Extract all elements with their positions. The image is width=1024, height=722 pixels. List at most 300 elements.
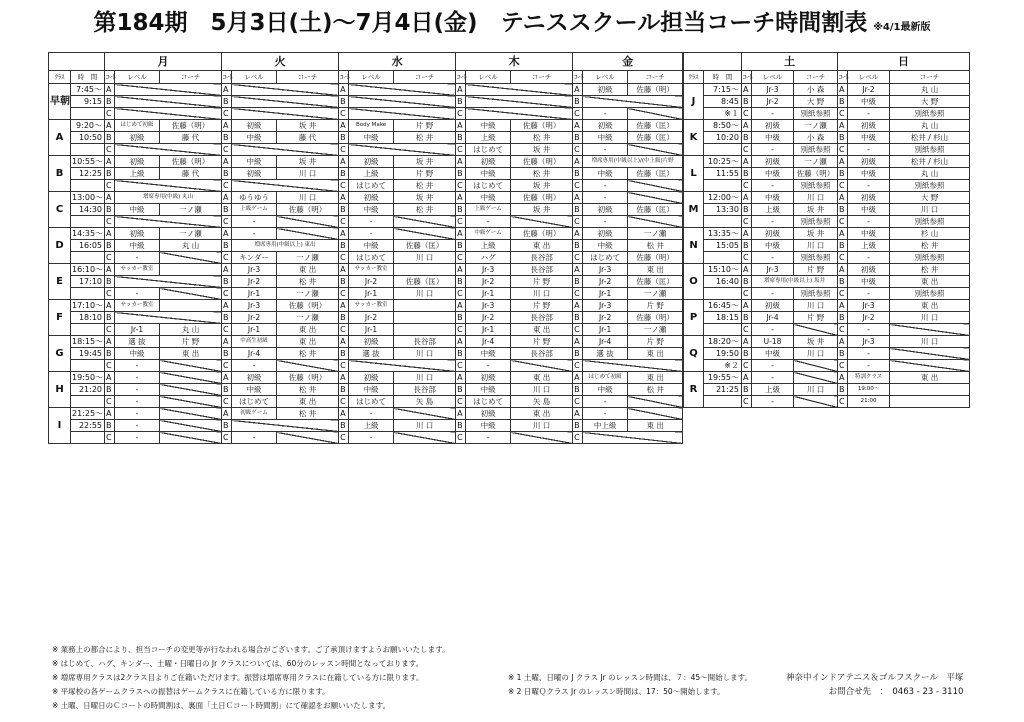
timetable-row	[49, 288, 683, 300]
timetable-weekday	[48, 52, 683, 444]
coach-name: 一ノ瀬	[794, 120, 838, 132]
court-label: A	[222, 120, 232, 132]
lesson-level: 中級	[466, 192, 511, 204]
empty-slot	[115, 108, 222, 120]
court-label: C	[339, 432, 349, 444]
timetable-row	[684, 312, 970, 324]
court-label: B	[742, 348, 752, 360]
court-label: B	[339, 132, 349, 144]
coach-name: 片 野	[628, 336, 683, 348]
court-label: C	[742, 180, 752, 192]
court-label: A	[742, 228, 752, 240]
timetable-row	[684, 216, 970, 228]
class-label: C	[49, 192, 71, 228]
col-header-court: ｺｰﾄ	[222, 71, 232, 84]
timetable-row	[684, 336, 970, 348]
empty-slot	[232, 84, 339, 96]
court-label: A	[222, 228, 232, 240]
lesson-level: -	[848, 360, 890, 372]
court-label: B	[573, 348, 583, 360]
court-label: B	[339, 168, 349, 180]
lesson-level: 中級	[115, 348, 160, 360]
timetable-row	[684, 264, 970, 276]
court-label: A	[339, 372, 349, 384]
lesson-level: -	[349, 432, 394, 444]
coach-name: 別紙参照	[794, 180, 838, 192]
court-label: B	[456, 204, 466, 216]
timetable-row	[684, 192, 970, 204]
court-label: A	[339, 264, 349, 276]
court-label: B	[838, 132, 848, 144]
timetable-row	[49, 156, 683, 168]
time-cell	[71, 288, 105, 300]
timetable-row	[49, 264, 683, 276]
court-label: B	[573, 204, 583, 216]
lesson-level: -	[848, 324, 890, 336]
empty-slot	[115, 216, 222, 228]
time-cell: 7:45～	[71, 84, 105, 96]
empty-slot	[115, 84, 222, 96]
lesson-level: -	[583, 192, 628, 204]
timetable-row	[684, 168, 970, 180]
timetable-row	[49, 228, 683, 240]
coach-name: 片 野	[511, 336, 573, 348]
time-cell	[71, 324, 105, 336]
lesson-level: 初級	[752, 228, 794, 240]
lesson-level: 初級	[115, 156, 160, 168]
day-header: 金	[573, 53, 683, 71]
lesson-level: 中級	[466, 168, 511, 180]
lesson-level: Jr-1	[115, 324, 160, 336]
lesson-level: はじめて	[349, 396, 394, 408]
lesson-level: Jr-4	[232, 348, 277, 360]
court-label: A	[456, 84, 466, 96]
court-label: B	[105, 240, 115, 252]
coach-name: 川 口	[890, 204, 970, 216]
lesson-level: 中級	[848, 168, 890, 180]
lesson-level: 中級	[583, 168, 628, 180]
empty-slot	[232, 180, 339, 192]
court-label: A	[222, 264, 232, 276]
empty-slot	[232, 420, 339, 432]
coach-name: 佐藤（明）	[628, 312, 683, 324]
court-label: A	[742, 84, 752, 96]
lesson-level: -	[848, 144, 890, 156]
timetable-row	[49, 348, 683, 360]
court-label: C	[742, 324, 752, 336]
court-label: B	[339, 348, 349, 360]
weekend-header-days	[684, 53, 970, 71]
lesson-level: -	[115, 420, 160, 432]
footer-info	[786, 671, 963, 699]
lesson-level: -	[349, 216, 394, 228]
lesson-level: 増席専用(中級以上) 坂井	[752, 276, 838, 288]
timetable-row	[684, 84, 970, 96]
court-label: C	[573, 216, 583, 228]
timetable-row	[49, 192, 683, 204]
lesson-level: -	[583, 396, 628, 408]
col-header-coach: コーチ	[160, 71, 222, 84]
lesson-level: -	[115, 384, 160, 396]
court-label: C	[105, 360, 115, 372]
day-header: 土	[742, 53, 838, 71]
lesson-level: サッカー教室	[115, 300, 160, 312]
court-label: C	[222, 252, 232, 264]
lesson-level: -	[752, 360, 794, 372]
court-label: A	[573, 408, 583, 420]
time-cell	[71, 216, 105, 228]
court-label: B	[456, 132, 466, 144]
time-cell: 15:05	[704, 240, 742, 252]
col-header-coach: コーチ	[394, 71, 456, 84]
court-label: C	[339, 216, 349, 228]
coach-name: 一ノ瀬	[160, 228, 222, 240]
lesson-level: 中級	[583, 384, 628, 396]
court-label: B	[222, 276, 232, 288]
coach-name: 別紙参照	[890, 216, 970, 228]
day-header: 木	[456, 53, 573, 71]
lesson-level: -	[848, 180, 890, 192]
court-label: C	[838, 216, 848, 228]
lesson-level: 上級	[752, 384, 794, 396]
coach-name: 片 野	[511, 276, 573, 288]
lesson-level: -	[349, 408, 394, 420]
coach-name: 佐藤（匡）	[628, 168, 683, 180]
empty-slot	[466, 108, 573, 120]
lesson-level: 初級	[848, 156, 890, 168]
lesson-level: -	[115, 252, 160, 264]
coach-name: 川 口	[277, 192, 339, 204]
coach-name: 川 口	[394, 372, 456, 384]
lesson-level: サッカー教室	[115, 264, 160, 276]
time-cell	[71, 432, 105, 444]
empty-coach	[277, 360, 339, 372]
coach-name: 丸 山	[890, 120, 970, 132]
lesson-level: -	[583, 108, 628, 120]
court-label: A	[573, 336, 583, 348]
lesson-level: 初級	[583, 204, 628, 216]
empty-coach	[160, 420, 222, 432]
time-cell	[704, 252, 742, 264]
lesson-level: 中級	[466, 348, 511, 360]
class-label: R	[684, 372, 704, 408]
coach-name	[394, 312, 456, 324]
lesson-level: 中級	[752, 348, 794, 360]
col-header-level: レベル	[752, 71, 794, 84]
timetable-row	[49, 168, 683, 180]
time-cell: 16:45～	[704, 300, 742, 312]
court-label: B	[573, 168, 583, 180]
coach-name: 東 出	[628, 420, 683, 432]
lesson-level: 上級ゲーム	[232, 204, 277, 216]
class-label: M	[684, 192, 704, 228]
lesson-level: Jr-2	[848, 312, 890, 324]
lesson-level: -	[752, 288, 794, 300]
time-cell: 7:15～	[704, 84, 742, 96]
court-label: B	[742, 168, 752, 180]
lesson-level: Jr-2	[466, 312, 511, 324]
notes-right	[508, 671, 752, 699]
coach-name: 松 井	[511, 132, 573, 144]
court-label: C	[573, 144, 583, 156]
time-cell	[71, 144, 105, 156]
coach-name: 片 野	[511, 300, 573, 312]
timetable-row	[49, 252, 683, 264]
court-label: C	[456, 432, 466, 444]
coach-name: 佐藤（明）	[511, 156, 573, 168]
col-header-court: ｺｰﾄ	[838, 71, 848, 84]
lesson-level: -	[232, 228, 277, 240]
court-label: C	[339, 288, 349, 300]
court-label: A	[105, 300, 115, 312]
timetable-weekend	[683, 52, 970, 408]
court-label: A	[339, 408, 349, 420]
court-label: C	[456, 180, 466, 192]
court-label: C	[742, 288, 752, 300]
class-label: F	[49, 300, 71, 336]
lesson-level: 中級	[752, 168, 794, 180]
time-cell: 19:45	[71, 348, 105, 360]
time-cell: 9:15	[71, 96, 105, 108]
court-label: B	[456, 240, 466, 252]
lesson-level: 特訓クラス	[848, 372, 890, 384]
court-label: A	[339, 192, 349, 204]
court-label: C	[339, 396, 349, 408]
lesson-level: 中級	[349, 132, 394, 144]
timetable-row	[684, 300, 970, 312]
coach-name: 丸 山	[890, 168, 970, 180]
coach-name: 川 口	[511, 420, 573, 432]
col-header-court: ｺｰﾄ	[456, 71, 466, 84]
court-label: C	[573, 180, 583, 192]
court-label: A	[105, 156, 115, 168]
school-name: 神奈中インドアテニス＆ゴルフスクール 平塚	[786, 673, 964, 683]
empty-slot	[115, 144, 222, 156]
time-cell: 16:05	[71, 240, 105, 252]
timetable-row	[684, 396, 970, 408]
time-cell	[71, 360, 105, 372]
court-label: B	[838, 204, 848, 216]
lesson-level: Jr-2	[752, 96, 794, 108]
court-label: C	[838, 288, 848, 300]
court-label: C	[838, 144, 848, 156]
coach-name: 長谷部	[394, 336, 456, 348]
court-label: B	[742, 384, 752, 396]
coach-name	[394, 324, 456, 336]
court-label: A	[105, 372, 115, 384]
lesson-level: 中級	[848, 228, 890, 240]
court-label: C	[456, 144, 466, 156]
coach-name: 東 出	[511, 372, 573, 384]
empty-coach	[794, 396, 838, 408]
timetable-row	[49, 324, 683, 336]
court-label: C	[222, 108, 232, 120]
empty-slot	[349, 108, 456, 120]
note-line: ※ はじめて、ハグ、キンダー、土曜・日曜日の Jr クラスについては、60分のレッスン時間となっております。	[52, 659, 424, 668]
court-label: B	[838, 276, 848, 288]
empty-slot	[349, 96, 456, 108]
lesson-level: 初級	[583, 120, 628, 132]
court-label: A	[105, 264, 115, 276]
coach-name: 坂 井	[511, 144, 573, 156]
time-cell: 10:50	[71, 132, 105, 144]
empty-slot	[349, 360, 456, 372]
timetable-row	[49, 180, 683, 192]
coach-name: 佐藤（匡）	[394, 276, 456, 288]
empty-coach	[628, 408, 683, 420]
coach-name: 佐藤（明）	[160, 120, 222, 132]
lesson-level: Jr-3	[466, 264, 511, 276]
empty-slot	[232, 96, 339, 108]
coach-name: 別紙参照	[794, 252, 838, 264]
time-cell: 14:35～	[72, 228, 104, 238]
empty-slot	[349, 144, 456, 156]
lesson-level: 中級	[583, 240, 628, 252]
lesson-level: 中級	[848, 204, 890, 216]
lesson-level: -	[232, 216, 277, 228]
coach-name: 長谷部	[511, 348, 573, 360]
empty-coach	[628, 180, 683, 192]
court-label: B	[838, 312, 848, 324]
lesson-level: 中級	[232, 384, 277, 396]
court-label: B	[838, 240, 848, 252]
day-header: 日	[838, 53, 970, 71]
col-header-court: ｺｰﾄ	[339, 71, 349, 84]
timetable-row	[49, 120, 683, 132]
court-label: C	[105, 144, 115, 156]
lesson-level: Jr-3	[466, 300, 511, 312]
coach-name: 矢 島	[394, 396, 456, 408]
timetable-row	[49, 276, 683, 288]
coach-name: 川 口	[794, 348, 838, 360]
lesson-level: Jr-1	[349, 288, 394, 300]
court-label: C	[838, 180, 848, 192]
court-label: C	[339, 252, 349, 264]
class-label: I	[49, 408, 71, 444]
court-label: A	[222, 300, 232, 312]
lesson-level: -	[115, 360, 160, 372]
lesson-level: ハグ	[466, 252, 511, 264]
court-label: B	[222, 132, 232, 144]
timetable-row	[49, 144, 683, 156]
timetable-row	[49, 240, 683, 252]
lesson-level: 選 抜	[115, 336, 160, 348]
court-label: A	[222, 84, 232, 96]
coach-name: 片 野	[394, 168, 456, 180]
time-cell: 14:30	[71, 204, 105, 216]
coach-name	[890, 384, 970, 396]
court-label: A	[838, 120, 848, 132]
coach-name: 長谷部	[511, 252, 573, 264]
coach-name: 松 井	[628, 384, 683, 396]
court-label: B	[838, 384, 848, 396]
coach-name: 松 井	[277, 348, 339, 360]
coach-name: 佐藤（明）	[628, 252, 683, 264]
lesson-level: 初級	[232, 120, 277, 132]
court-label: B	[573, 420, 583, 432]
empty-slot	[115, 96, 222, 108]
court-label: C	[456, 216, 466, 228]
timetable-row	[49, 216, 683, 228]
lesson-level: -	[115, 372, 160, 384]
coach-name: 丸 山	[160, 324, 222, 336]
title-main: 第184期 5月3日(土)～7月4日(金) テニススクール担当コーチ時間割表	[93, 10, 868, 36]
coach-name: 佐藤（匡）	[628, 204, 683, 216]
col-header-coach: コーチ	[794, 71, 838, 84]
court-label: B	[838, 348, 848, 360]
timetable-row	[684, 288, 970, 300]
court-label: B	[573, 384, 583, 396]
timetable-row	[49, 108, 683, 120]
empty-coach	[794, 324, 838, 336]
lesson-level: Jr-4	[583, 336, 628, 348]
coach-name	[394, 300, 456, 312]
lesson-level: -	[466, 432, 511, 444]
coach-name: 松 井	[394, 132, 456, 144]
court-label: A	[573, 264, 583, 276]
lesson-level: 中級	[466, 384, 511, 396]
timetable-row	[49, 408, 683, 420]
lesson-level: -	[115, 288, 160, 300]
class-label: 早朝	[49, 84, 71, 120]
court-label: C	[105, 180, 115, 192]
coach-name: 大 野	[794, 96, 838, 108]
court-label: B	[222, 348, 232, 360]
lesson-level: 上級	[349, 168, 394, 180]
lesson-level: -	[466, 360, 511, 372]
court-label: C	[838, 108, 848, 120]
col-header-court: ｺｰﾄ	[105, 71, 115, 84]
lesson-level: 上級	[752, 204, 794, 216]
coach-name: 東 出	[628, 264, 683, 276]
time-cell: 9:20～	[71, 120, 105, 132]
lesson-level: 初級	[583, 84, 628, 96]
lesson-level: はじめて	[232, 396, 277, 408]
court-label: B	[339, 96, 349, 108]
court-label: B	[838, 96, 848, 108]
empty-coach	[277, 432, 339, 444]
court-label: B	[222, 96, 232, 108]
court-label: C	[222, 396, 232, 408]
lesson-level: Jr-1	[466, 324, 511, 336]
col-header-time: 時 間	[704, 71, 742, 84]
court-label: C	[222, 360, 232, 372]
col-header-court: ｺｰﾄ	[573, 71, 583, 84]
court-label: A	[838, 300, 848, 312]
court-label: A	[105, 84, 115, 96]
court-label: A	[456, 156, 466, 168]
court-label: B	[222, 384, 232, 396]
lesson-level: 中級	[752, 192, 794, 204]
lesson-level: Jr-3	[232, 300, 277, 312]
time-cell: 16:40	[704, 276, 742, 288]
court-label: B	[573, 312, 583, 324]
court-label: B	[742, 312, 752, 324]
lesson-level: 初級	[466, 156, 511, 168]
lesson-level: -	[115, 396, 160, 408]
court-label: B	[105, 132, 115, 144]
court-label: B	[339, 276, 349, 288]
coach-name: 佐藤（匡）	[628, 276, 683, 288]
court-label: C	[456, 360, 466, 372]
lesson-level: 中上級	[583, 420, 628, 432]
class-label: O	[684, 264, 704, 300]
coach-name: 川 口	[394, 420, 456, 432]
empty-coach	[277, 228, 339, 240]
lesson-level: 増席専用(中級) 丸山	[115, 192, 222, 204]
court-label: B	[573, 276, 583, 288]
empty-coach	[511, 216, 573, 228]
